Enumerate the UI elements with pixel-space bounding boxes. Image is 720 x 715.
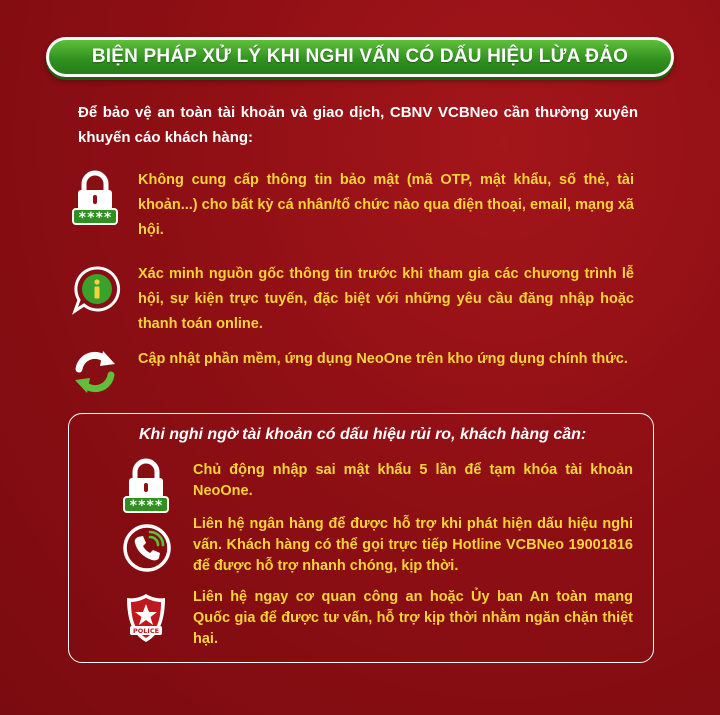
tip-text: Xác minh nguồn gốc thông tin trước khi tham gia các chương trình lễ hội, sự kiện trực tuyến, đặc biệt với những yêu cầu đăng nhập hoặc thanh toán online. [138,266,634,332]
tip-text: Không cung cấp thông tin bảo mật (mã OTP, mật khẩu, số thẻ, tài khoản...) cho bất kỳ cá nhân/tổ chức nào qua điện thoại, email, mạng xã hội. [138,172,634,238]
password-mask: **** [78,210,112,226]
police-label: POLICE [132,627,160,635]
police-badge-icon [121,591,171,647]
page-title: BIỆN PHÁP XỬ LÝ KHI NGHI VẤN CÓ DẤU HIỆU LỪA ĐẢO [91,46,629,67]
risk-box-title: Khi nghi ngờ tài khoản có dấu hiệu rủi ro, khách hàng cần: [139,426,587,443]
risk-box [68,413,654,663]
phone-call-icon [121,522,171,578]
intro-text: Để bảo vệ an toàn tài khoản và giao dịch, CBNV VCBNeo cần thường xuyên khuyến cáo khách hàng: [78,104,638,146]
risk-text: Liên hệ ngay cơ quan công an hoặc Ủy ban An toàn mạng Quốc gia để được tư vấn, hỗ trợ kịp thời nhằm ngăn chặn thiệt hại. [193,589,633,647]
padlock-icon [70,168,120,224]
padlock-icon [121,456,171,512]
refresh-icon [70,347,120,403]
title-banner [46,37,674,77]
info-chat-icon [70,262,120,318]
risk-text: Chủ động nhập sai mật khẩu 5 lần để tạm khóa tài khoản NeoOne. [193,462,633,499]
tip-text: Cập nhật phần mềm, ứng dụng NeoOne trên kho ứng dụng chính thức. [138,351,628,367]
risk-text: Liên hệ ngân hàng để được hỗ trợ khi phát hiện dấu hiệu nghi vấn. Khách hàng có thể gọi trực tiếp Hotline VCBNeo 19001816 để được hỗ trợ nhanh chóng, kịp thời. [193,516,633,574]
password-mask: **** [129,498,163,514]
